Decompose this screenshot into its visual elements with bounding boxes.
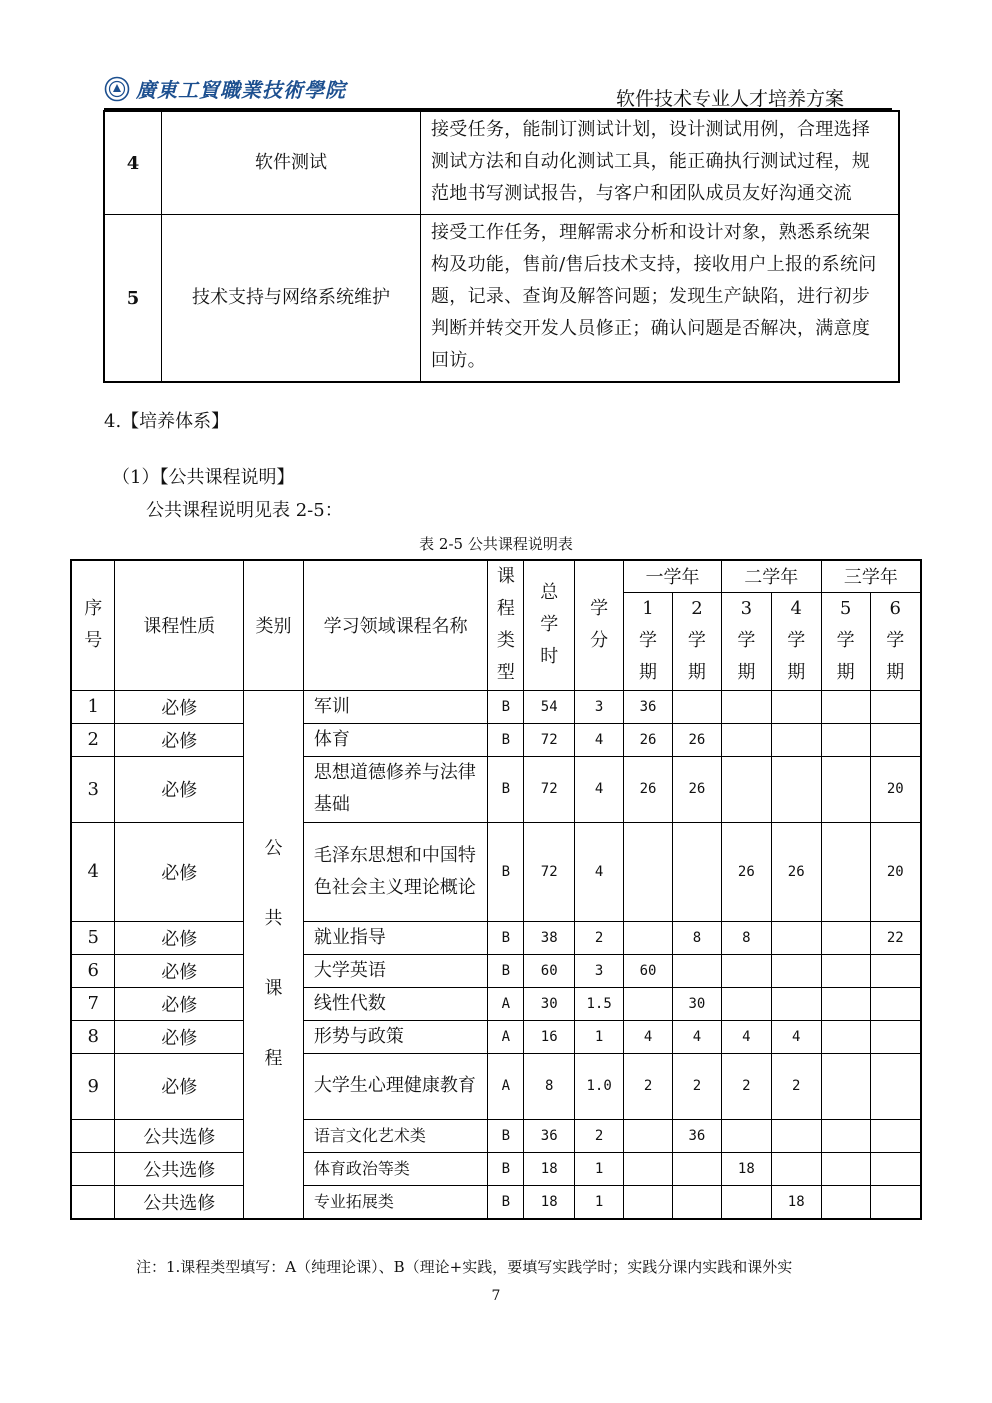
section-heading: 4.【培养体系】 — [104, 411, 230, 432]
nature-cell: 必修 — [115, 690, 244, 723]
table-row — [71, 822, 921, 921]
nature-cell: 必修 — [115, 822, 244, 921]
credits-cell: 1.0 — [575, 1053, 624, 1119]
nature-cell: 必修 — [115, 954, 244, 987]
semester-4-cell — [771, 987, 821, 1020]
header-course-name: 学习领域课程名称 — [303, 560, 487, 690]
semester-3-cell: 2 — [721, 1053, 771, 1119]
table-row — [71, 1185, 921, 1219]
credits-cell: 3 — [575, 690, 624, 723]
section-paragraph: 公共课程说明见表 2-5： — [146, 500, 343, 521]
semester-6-cell — [870, 1020, 921, 1053]
semester-4-cell — [771, 921, 821, 954]
semester-1-cell: 26 — [624, 756, 673, 822]
school-emblem-icon — [104, 76, 130, 102]
semester-2-cell — [672, 822, 721, 921]
semester-4-cell — [771, 690, 821, 723]
table-row — [104, 111, 899, 215]
course-name-cell: 思想道德修养与法律基础 — [303, 756, 487, 822]
table-row — [71, 1053, 921, 1119]
total-hours-cell: 54 — [524, 690, 575, 723]
semester-3-cell — [721, 690, 771, 723]
course-name-cell: 语言文化艺术类 — [303, 1119, 487, 1152]
course-type-cell: B — [488, 954, 524, 987]
category-cell: 公共课程 — [244, 690, 304, 1219]
semester-4-cell: 26 — [771, 822, 821, 921]
semester-4-cell — [771, 1152, 821, 1185]
header-credits: 学分 — [575, 560, 624, 690]
semester-5-cell — [821, 1119, 870, 1152]
semester-1-cell: 4 — [624, 1020, 673, 1053]
public-course-table — [70, 559, 922, 1220]
semester-6-cell — [870, 1185, 921, 1219]
course-name-cell: 体育政治等类 — [303, 1152, 487, 1185]
table-row — [71, 690, 921, 723]
semester-6-cell — [870, 690, 921, 723]
header-semester-6: 6学期 — [870, 592, 921, 690]
semester-2-cell — [672, 690, 721, 723]
nature-cell: 必修 — [115, 987, 244, 1020]
semester-6-cell — [870, 987, 921, 1020]
semester-4-cell — [771, 756, 821, 822]
credits-cell: 1.5 — [575, 987, 624, 1020]
table-row — [104, 215, 899, 383]
semester-4-cell — [771, 954, 821, 987]
credits-cell: 2 — [575, 1119, 624, 1152]
role-name: 技术支持与网络系统维护 — [162, 215, 421, 383]
seq-cell: 2 — [71, 723, 115, 756]
seq-cell: 3 — [71, 756, 115, 822]
semester-5-cell — [821, 954, 870, 987]
seq-cell: 5 — [71, 921, 115, 954]
table-note: 注：1.课程类型填写：A（纯理论课）、B（理论+实践，要填写实践学时；实践分课内实践和课外实 — [136, 1258, 793, 1276]
course-name-cell: 大学生心理健康教育 — [303, 1053, 487, 1119]
semester-6-cell — [870, 1152, 921, 1185]
semester-1-cell — [624, 1119, 673, 1152]
nature-cell: 必修 — [115, 921, 244, 954]
semester-2-cell: 26 — [672, 756, 721, 822]
total-hours-cell: 36 — [524, 1119, 575, 1152]
credits-cell: 3 — [575, 954, 624, 987]
table-row — [71, 1020, 921, 1053]
semester-3-cell: 8 — [721, 921, 771, 954]
semester-5-cell — [821, 1185, 870, 1219]
semester-2-cell: 4 — [672, 1020, 721, 1053]
total-hours-cell: 72 — [524, 723, 575, 756]
total-hours-cell: 72 — [524, 756, 575, 822]
seq-cell: 6 — [71, 954, 115, 987]
header-semester-1: 1学期 — [624, 592, 673, 690]
semester-3-cell: 4 — [721, 1020, 771, 1053]
header-row — [71, 560, 921, 592]
semester-2-cell: 2 — [672, 1053, 721, 1119]
semester-6-cell — [870, 1119, 921, 1152]
course-type-cell: B — [488, 921, 524, 954]
semester-5-cell — [821, 756, 870, 822]
seq-cell: 1 — [71, 690, 115, 723]
semester-3-cell — [721, 987, 771, 1020]
course-type-cell: A — [488, 1053, 524, 1119]
semester-5-cell — [821, 723, 870, 756]
header-seq: 序号 — [71, 560, 115, 690]
course-name-cell: 形势与政策 — [303, 1020, 487, 1053]
semester-3-cell — [721, 756, 771, 822]
course-type-cell: B — [488, 1185, 524, 1219]
semester-4-cell — [771, 1119, 821, 1152]
semester-1-cell — [624, 921, 673, 954]
semester-5-cell — [821, 690, 870, 723]
semester-6-cell — [870, 954, 921, 987]
semester-3-cell: 26 — [721, 822, 771, 921]
institution-logo — [104, 74, 346, 103]
course-name-cell: 毛泽东思想和中国特色社会主义理论概论 — [303, 822, 487, 921]
semester-3-cell — [721, 1185, 771, 1219]
course-name-cell: 线性代数 — [303, 987, 487, 1020]
course-name-cell: 专业拓展类 — [303, 1185, 487, 1219]
total-hours-cell: 72 — [524, 822, 575, 921]
semester-2-cell — [672, 1152, 721, 1185]
course-type-cell: B — [488, 822, 524, 921]
seq-cell — [71, 1185, 115, 1219]
credits-cell: 1 — [575, 1152, 624, 1185]
header-course-type: 课程类型 — [488, 560, 524, 690]
nature-cell: 必修 — [115, 1020, 244, 1053]
semester-6-cell: 20 — [870, 822, 921, 921]
semester-5-cell — [821, 1020, 870, 1053]
semester-2-cell — [672, 954, 721, 987]
semester-3-cell — [721, 723, 771, 756]
header-year2: 二学年 — [721, 560, 821, 592]
semester-1-cell — [624, 1185, 673, 1219]
header-semester-3: 3学期 — [721, 592, 771, 690]
table-row — [71, 1152, 921, 1185]
semester-6-cell: 20 — [870, 756, 921, 822]
semester-2-cell — [672, 1185, 721, 1219]
total-hours-cell: 16 — [524, 1020, 575, 1053]
role-number: 5 — [104, 215, 162, 383]
semester-6-cell: 22 — [870, 921, 921, 954]
semester-2-cell: 36 — [672, 1119, 721, 1152]
credits-cell: 4 — [575, 756, 624, 822]
credits-cell: 4 — [575, 723, 624, 756]
seq-cell — [71, 1119, 115, 1152]
seq-cell: 7 — [71, 987, 115, 1020]
nature-cell: 公共选修 — [115, 1119, 244, 1152]
header-nature: 课程性质 — [115, 560, 244, 690]
semester-2-cell: 30 — [672, 987, 721, 1020]
course-rows — [71, 690, 921, 1219]
semester-6-cell — [870, 723, 921, 756]
semester-3-cell — [721, 1119, 771, 1152]
total-hours-cell: 38 — [524, 921, 575, 954]
course-type-cell: A — [488, 1020, 524, 1053]
document-title: 软件技术专业人才培养方案 — [615, 88, 844, 110]
seq-cell: 8 — [71, 1020, 115, 1053]
nature-cell: 公共选修 — [115, 1152, 244, 1185]
semester-3-cell — [721, 954, 771, 987]
semester-3-cell: 18 — [721, 1152, 771, 1185]
semester-4-cell: 18 — [771, 1185, 821, 1219]
course-name-cell: 大学英语 — [303, 954, 487, 987]
table-row — [71, 1119, 921, 1152]
semester-2-cell: 8 — [672, 921, 721, 954]
role-description: 接受任务，能制订测试计划，设计测试用例，合理选择测试方法和自动化测试工具，能正确执行测试过程，规范地书写测试报告，与客户和团队成员友好沟通交流 — [421, 111, 900, 215]
semester-5-cell — [821, 1053, 870, 1119]
course-type-cell: B — [488, 690, 524, 723]
semester-2-cell: 26 — [672, 723, 721, 756]
table-caption: 表 2-5 公共课程说明表 — [419, 535, 573, 553]
nature-cell: 必修 — [115, 1053, 244, 1119]
table-row — [71, 987, 921, 1020]
job-roles-table — [103, 110, 900, 383]
header-semester-2: 2学期 — [672, 592, 721, 690]
course-type-cell: B — [488, 1119, 524, 1152]
total-hours-cell: 18 — [524, 1152, 575, 1185]
table-row — [71, 921, 921, 954]
role-number: 4 — [104, 111, 162, 215]
table-row — [71, 954, 921, 987]
role-description: 接受工作任务，理解需求分析和设计对象，熟悉系统架构及功能，售前/售后技术支持，接收用户上报的系统问题，记录、查询及解答问题；发现生产缺陷，进行初步判断并转交开发人员修正；确认问题是否解决，满意度回访。 — [421, 215, 900, 383]
credits-cell: 2 — [575, 921, 624, 954]
semester-1-cell: 2 — [624, 1053, 673, 1119]
semester-1-cell: 26 — [624, 723, 673, 756]
header-year1: 一学年 — [624, 560, 722, 592]
total-hours-cell: 18 — [524, 1185, 575, 1219]
subsection-heading: （1）【公共课程说明】 — [112, 467, 295, 488]
seq-cell — [71, 1152, 115, 1185]
credits-cell: 4 — [575, 822, 624, 921]
role-name: 软件测试 — [162, 111, 421, 215]
semester-1-cell: 36 — [624, 690, 673, 723]
header-semester-4: 4学期 — [771, 592, 821, 690]
header-semester-5: 5学期 — [821, 592, 870, 690]
semester-1-cell — [624, 987, 673, 1020]
total-hours-cell: 30 — [524, 987, 575, 1020]
course-type-cell: B — [488, 756, 524, 822]
nature-cell: 公共选修 — [115, 1185, 244, 1219]
course-name-cell: 军训 — [303, 690, 487, 723]
semester-5-cell — [821, 822, 870, 921]
seq-cell: 4 — [71, 822, 115, 921]
semester-4-cell — [771, 723, 821, 756]
seq-cell: 9 — [71, 1053, 115, 1119]
course-name-cell: 体育 — [303, 723, 487, 756]
credits-cell: 1 — [575, 1020, 624, 1053]
table-row — [71, 723, 921, 756]
header-category: 类别 — [244, 560, 304, 690]
total-hours-cell: 8 — [524, 1053, 575, 1119]
header-year3: 三学年 — [821, 560, 921, 592]
semester-5-cell — [821, 1152, 870, 1185]
credits-cell: 1 — [575, 1185, 624, 1219]
semester-5-cell — [821, 921, 870, 954]
semester-1-cell — [624, 822, 673, 921]
nature-cell: 必修 — [115, 756, 244, 822]
page-number: 7 — [491, 1288, 501, 1304]
course-type-cell: A — [488, 987, 524, 1020]
semester-1-cell: 60 — [624, 954, 673, 987]
semester-4-cell: 2 — [771, 1053, 821, 1119]
course-type-cell: B — [488, 723, 524, 756]
header-total-hours: 总学时 — [524, 560, 575, 690]
total-hours-cell: 60 — [524, 954, 575, 987]
semester-4-cell: 4 — [771, 1020, 821, 1053]
institution-name: 廣東工貿職業技術學院 — [136, 78, 346, 102]
course-type-cell: B — [488, 1152, 524, 1185]
course-name-cell: 就业指导 — [303, 921, 487, 954]
semester-6-cell — [870, 1053, 921, 1119]
semester-1-cell — [624, 1152, 673, 1185]
nature-cell: 必修 — [115, 723, 244, 756]
semester-5-cell — [821, 987, 870, 1020]
table-row — [71, 756, 921, 822]
